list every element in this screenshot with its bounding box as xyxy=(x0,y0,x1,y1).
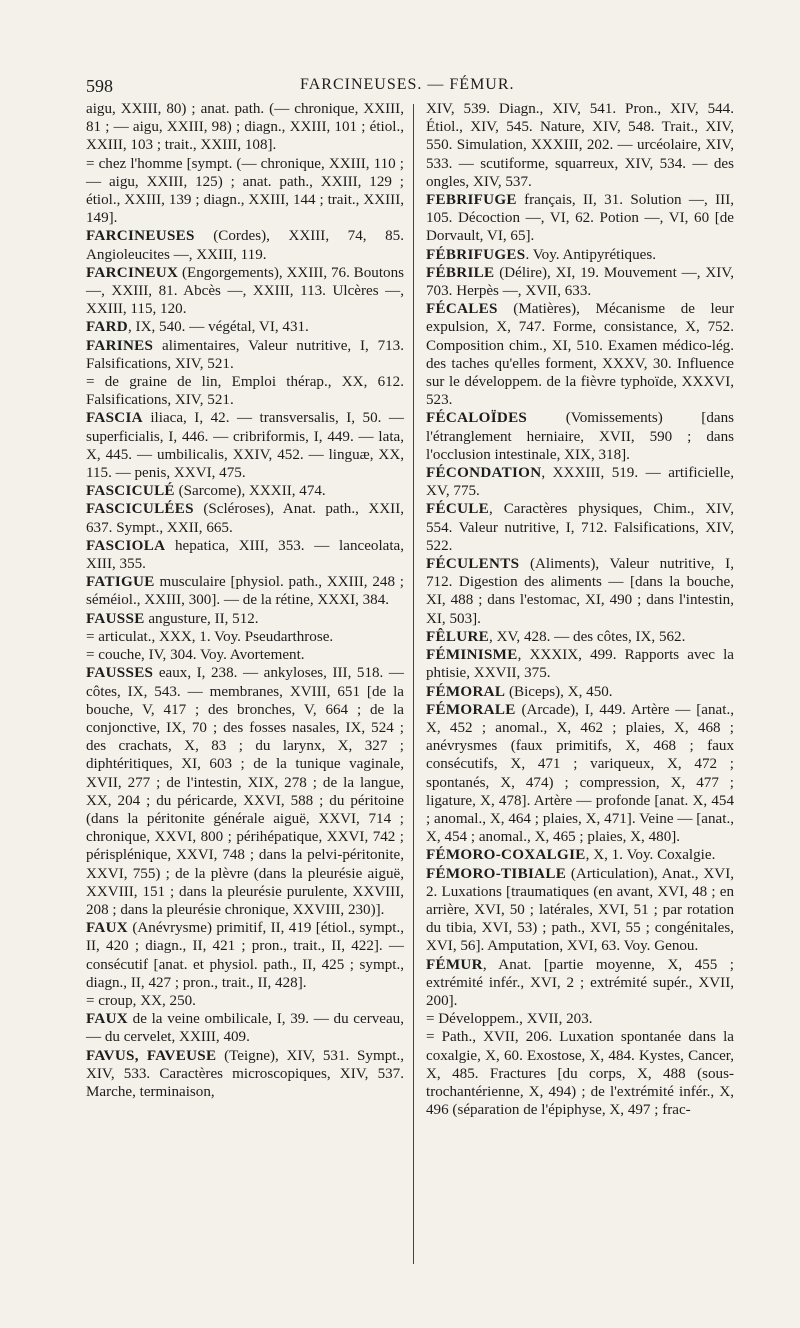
entry-headword: FARINES xyxy=(86,337,154,354)
entry-headword: FÉMORO-TIBIALE xyxy=(426,865,567,882)
index-entry xyxy=(86,628,404,646)
entry-headword: FÉMUR xyxy=(426,956,483,973)
entry-text: , X, 1. Voy. Coxalgie. xyxy=(585,847,716,864)
entry-text: , IX, 540. — végétal, VI, 431. xyxy=(128,319,309,336)
index-entry xyxy=(86,264,404,319)
index-entry xyxy=(86,992,404,1010)
entry-headword: FÉBRIFUGES xyxy=(426,246,526,263)
left-column xyxy=(86,100,404,1101)
entry-headword: FASCIA xyxy=(86,410,143,427)
entry-headword: FAUX xyxy=(86,920,128,937)
entry-headword: FEBRIFUGE xyxy=(426,192,517,209)
entry-text: (Biceps), X, 450. xyxy=(505,683,613,700)
entry-headword: FÉMORALE xyxy=(426,701,516,718)
index-entry xyxy=(426,701,734,847)
entry-text: (Arcade), I, 449. Artère — [anat., X, 452 ; anomal., X, 462 ; plaies, X, 468 ; anévrysmes (faux primitifs, X, 468 ; faux consécutifs, X, 471 ; variqueux, X, 472 ; spontanés, X, 474) ; compression, X, 477 ; ligature, X, 478]. Artère — profonde [anat. X, 454 ; anomal., X, 464 ; plaies, X, 471]. Veine — [anat., X, 454 ; anomal., X, 465 ; plaies, X, 480]. xyxy=(426,701,734,846)
index-entry xyxy=(426,100,734,191)
page-number: 598 xyxy=(86,76,113,96)
entry-headword: FÉCALES xyxy=(426,301,498,318)
entry-text: eaux, I, 238. — ankyloses, III, 518. — côtes, IX, 543. — membranes, XVIII, 651 [de la bouche, V, 417 ; des bronches, V, 664 ; de la conjonctive, IX, 70 ; des fosses nasales, IX, 524 ; des crachats, X, 83 ; du larynx, X, 327 ; diphtéritiques, XI, 603 ; de la tunique vaginale, XVII, 277 ; de l'intestin, XIX, 278 ; de la langue, XX, 204 ; du péricarde, XXVI, 588 ; du péritoine (dans la péritonite générale aiguë, XXVI, 714 ; chronique, XXVI, 800 ; périhépatique, XXVI, 742 ; périsplénique, XXVI, 748 ; dans la pelvi-péritonite, XXVI, 755) ; de la plèvre (dans la pleurésie aiguë, XXVIII, 151 ; dans la pleurésie purulente, XXVIII, 208 ; dans la pleurésie chronique, XXVIII, 230)]. xyxy=(86,665,404,918)
entry-text: (Cordes), XXIII, 74, 85. Angioleucites —, XXIII, 119. xyxy=(86,228,404,263)
index-entry xyxy=(426,1010,734,1028)
entry-text: , Anat. [partie moyenne, X, 455 ; extrémité infér., XVI, 2 ; extrémité supér., XVII, 200]. xyxy=(426,956,734,1009)
entry-text: , Caractères physiques, Chim., XIV, 554. Valeur nutritive, I, 712. Falsifications, XIV, 522. xyxy=(426,501,734,554)
entry-text: , XXXIX, 499. Rapports avec la phtisie, XXVII, 375. xyxy=(426,647,734,682)
entry-text: aigu, XXIII, 80) ; anat. path. (— chronique, XXIII, 81 ; — aigu, XXIII, 98) ; diagn., XXIII, 101 ; étiol., XXIII, 103 ; trait., XXIII, 108]. xyxy=(86,101,404,154)
entry-headword: FARCINEUX xyxy=(86,264,179,281)
index-entry xyxy=(86,227,404,263)
entry-text: . Voy. Antipyrétiques. xyxy=(525,246,656,263)
index-entry xyxy=(426,683,734,701)
entry-text: de la veine ombilicale, I, 39. — du cerveau, — du cervelet, XXIII, 409. xyxy=(86,1011,404,1046)
entry-text: (Articulation), Anat., XVI, 2. Luxations [traumatiques (en avant, XVI, 48 ; en arrière, XVI, 50 ; latérales, XVI, 51 ; par rotation du tibia, XVI, 53) ; path., XVI, 55 ; congénitales, XVI, 56]. Amputation, XVI, 63. Voy. Genou. xyxy=(426,865,734,955)
entry-text: (Teigne), XIV, 531. Sympt., XIV, 533. Caractères microscopiques, XIV, 537. Marche, terminaison, xyxy=(86,1047,404,1100)
index-entry xyxy=(426,956,734,1011)
entry-headword: FÉCONDATION xyxy=(426,465,542,482)
entry-text: , XV, 428. — des côtes, IX, 562. xyxy=(489,628,686,645)
index-entry xyxy=(426,191,734,246)
entry-text: = chez l'homme [sympt. (— chronique, XXIII, 110 ; — aigu, XXIII, 125) ; anat. path., XXIII, 129 ; étiol., XXIII, 139 ; diagn., XXIII, 144 ; trait., XXIII, 149]. xyxy=(86,155,404,227)
entry-text: iliaca, I, 42. — transversalis, I, 50. — superficialis, I, 446. — cribriformis, I, 449. — lata, X, 445. — umbilicalis, XXIV, 452. — linguæ, XX, 115. — penis, XXVI, 475. xyxy=(86,410,404,482)
index-entry xyxy=(426,500,734,555)
entry-text: (Scléroses), Anat. path., XXII, 637. Sympt., XXII, 665. xyxy=(86,501,404,536)
entry-text: (Matières), Mécanisme de leur expulsion, X, 747. Forme, consistance, X, 752. Composition chim., XI, 510. Examen médico-lég. des taches qu'elles forment, XXXV, 30. Influence sur le développem. de la fièvre typhoïde, XXXVI, 523. xyxy=(426,301,734,409)
entry-headword: FAUSSES xyxy=(86,665,154,682)
entry-headword: FASCICULÉES xyxy=(86,501,194,518)
entry-headword: FAUX xyxy=(86,1011,128,1028)
index-entry xyxy=(426,300,734,409)
entry-text: (Vomissements) [dans l'étranglement herniaire, XVII, 590 ; dans l'occlusion intestinale, XIX, 318]. xyxy=(426,410,734,463)
index-entry xyxy=(86,664,404,919)
entry-headword: FÉBRILE xyxy=(426,264,495,281)
entry-text: hepatica, XIII, 353. — lanceolata, XIII, 355. xyxy=(86,537,404,573)
index-entry xyxy=(426,555,734,628)
index-entry xyxy=(426,846,734,864)
index-entry xyxy=(86,337,404,373)
index-entry xyxy=(86,1010,404,1046)
entry-headword: FÊLURE xyxy=(426,628,490,645)
index-entry xyxy=(86,409,404,482)
entry-text: = croup, XX, 250. xyxy=(86,992,196,1009)
index-entry xyxy=(86,610,404,628)
index-entry xyxy=(426,264,734,300)
right-column xyxy=(426,100,734,1119)
entry-headword: FAVUS, FAVEUSE xyxy=(86,1047,217,1064)
index-entry xyxy=(86,155,404,228)
entry-text: = Développem., XVII, 203. xyxy=(426,1011,593,1028)
entry-headword: FATIGUE xyxy=(86,574,155,591)
entry-headword: FÉMORO-COXALGIE xyxy=(426,847,586,864)
index-entry xyxy=(86,373,404,409)
entry-text: (Aliments), Valeur nutritive, I, 712. Digestion des aliments — [dans la bouche, XI, 488 ; dans l'estomac, XI, 490 ; dans l'intestin, XI, 503]. xyxy=(426,556,734,627)
index-entry xyxy=(426,865,734,956)
index-entry xyxy=(86,318,404,336)
index-entry xyxy=(426,1028,734,1119)
entry-headword: FARCINEUSES xyxy=(86,228,195,245)
entry-text: = de graine de lin, Emploi thérap., XX, 612. Falsifications, XIV, 521. xyxy=(86,374,404,409)
entry-headword: FASCIOLA xyxy=(86,537,166,554)
index-entry xyxy=(86,482,404,500)
column-divider xyxy=(413,104,414,1264)
index-entry xyxy=(86,919,404,992)
entry-text: XIV, 539. Diagn., XIV, 541. Pron., XIV, 544. Étiol., XIV, 545. Nature, XIV, 548. Trait., XIV, 550. Simulation, XXXIII, 202. — urcéolaire, XIV, 533. — scutiforme, squarreux, XIV, 534. — des ongles, XIV, 537. xyxy=(426,101,734,190)
index-entry xyxy=(86,573,404,609)
entry-text: (Anévrysme) primitif, II, 419 [étiol., sympt., II, 420 ; diagn., II, 421 ; pron., trait., II, 422]. — consécutif [anat. et physiol. path., II, 425 ; sympt., diagn., II, 427 ; pron., trait., II, 428]. xyxy=(86,920,404,991)
entry-headword: FÉCULENTS xyxy=(426,556,520,573)
index-entry xyxy=(426,628,734,646)
entry-headword: FÉMINISME xyxy=(426,647,518,664)
entry-text: musculaire [physiol. path., XXIII, 248 ; séméiol., XXIII, 300]. — de la rétine, XXXI, 384. xyxy=(86,574,404,609)
index-entry xyxy=(86,500,404,536)
entry-headword: FÉCULE xyxy=(426,501,490,518)
index-entry xyxy=(86,646,404,664)
index-entry xyxy=(86,1047,404,1102)
index-entry xyxy=(426,464,734,500)
index-entry xyxy=(426,246,734,264)
index-entry xyxy=(86,100,404,155)
entry-headword: FARD xyxy=(86,319,128,336)
running-header xyxy=(0,76,800,100)
entry-text: = articulat., XXX, 1. Voy. Pseudarthrose. xyxy=(86,628,334,645)
entry-text: (Sarcome), XXXII, 474. xyxy=(174,483,326,500)
entry-text: = couche, IV, 304. Voy. Avortement. xyxy=(86,647,305,664)
entry-text: , XXXIII, 519. — artificielle, XV, 775. xyxy=(426,465,734,500)
header-title: FARCINEUSES. — FÉMUR. xyxy=(300,76,515,93)
entry-text: = Path., XVII, 206. Luxation spontanée dans la coxalgie, X, 60. Exostose, X, 484. Kystes, Cancer, X, 485. Fractures [du corps, X, 488 (sous-trochantérienne, X, 494) ; de l'extrémité infér., X, 496 (séparation de l'épiphyse, X, 497 ; frac- xyxy=(426,1029,734,1119)
index-entry xyxy=(426,646,734,682)
entry-text: (Délire), XI, 19. Mouvement —, XIV, 703. Herpès —, XVII, 633. xyxy=(426,264,734,300)
entry-text: alimentaires, Valeur nutritive, I, 713. Falsifications, XIV, 521. xyxy=(86,337,404,372)
entry-text: angusture, II, 512. xyxy=(144,610,259,627)
entry-headword: FAUSSE xyxy=(86,610,145,627)
entry-headword: FASCICULÉ xyxy=(86,483,175,500)
index-entry xyxy=(86,537,404,573)
entry-text: français, II, 31. Solution —, III, 105. Décoction —, VI, 62. Potion —, VI, 60 [de Dorvault, VI, 65]. xyxy=(426,192,734,245)
entry-headword: FÉMORAL xyxy=(426,683,506,700)
entry-headword: FÉCALOÏDES xyxy=(426,410,528,427)
entry-text: (Engorgements), XXIII, 76. Boutons —, XXIII, 81. Abcès —, XXIII, 113. Ulcères —, XXIII, 115, 120. xyxy=(86,264,404,318)
index-entry xyxy=(426,409,734,464)
